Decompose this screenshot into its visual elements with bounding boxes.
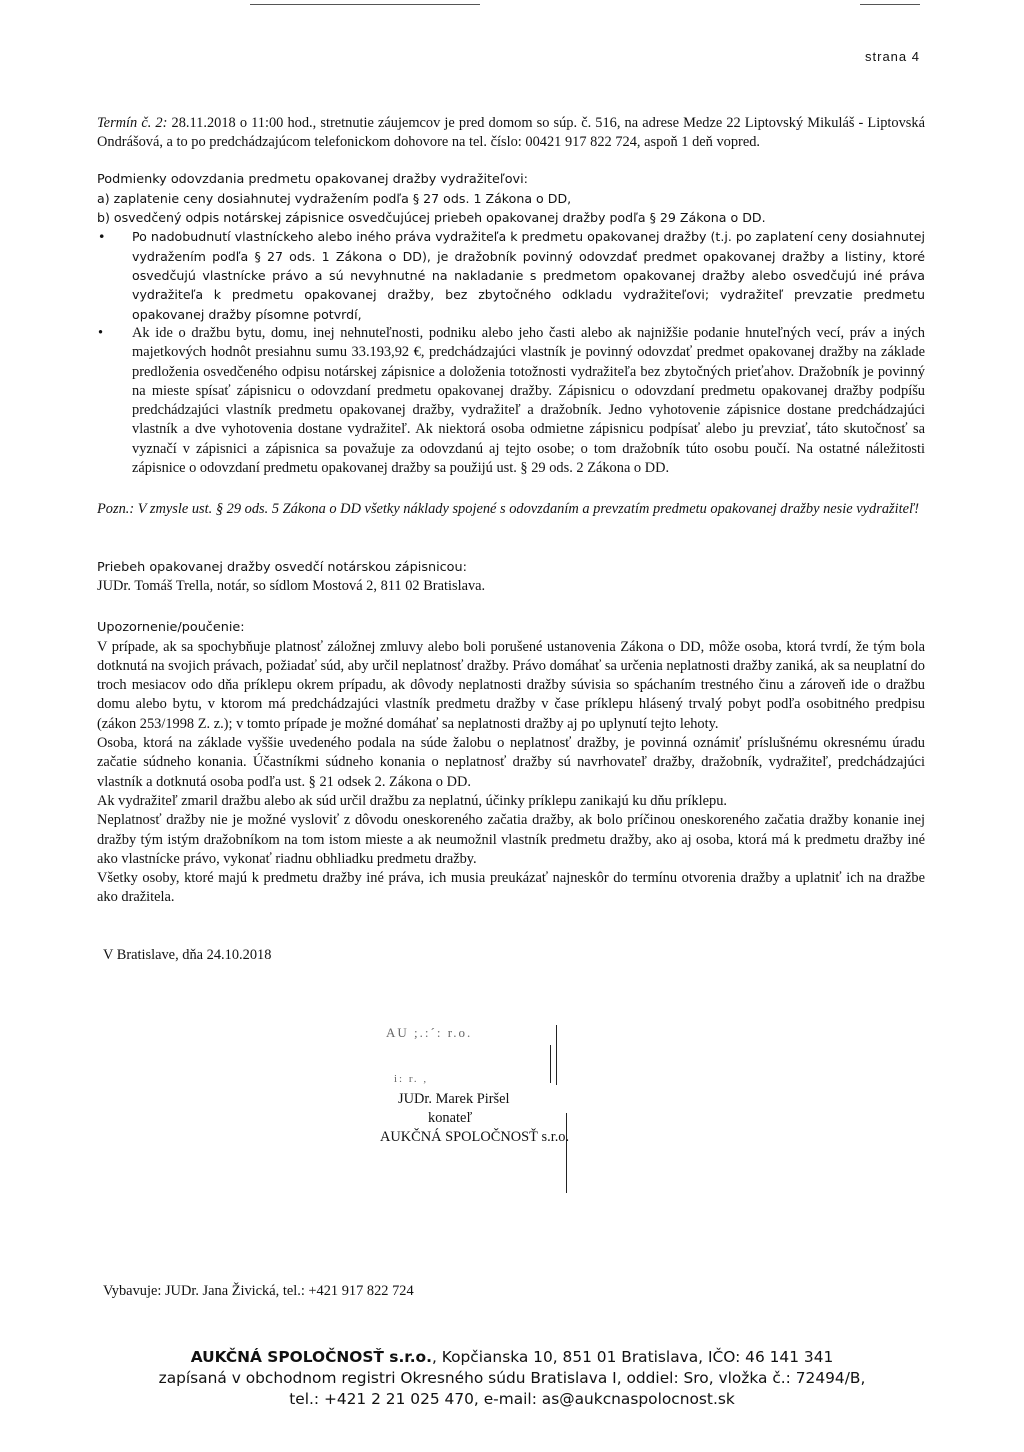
note-text: V zmysle ust. § 29 ods. 5 Zákona o DD všetky náklady spojené s odovzdaním a prevzatím predmetu opakovanej dražby nesie vydražiteľ!: [134, 501, 920, 518]
footer-company: AUKČNÁ SPOLOČNOSŤ s.r.o.: [190, 1348, 432, 1366]
footer-line-1: [97, 1347, 927, 1368]
warning-p4: Neplatnosť dražby nie je možné vysloviť z dôvodu oneskoreného začatia dražby, ak bolo príčinou oneskoreného začatia dražby konanie inej dražby tým istým dražobníkom na tom istom mieste a ak neumožnil vlastník predmetu dražby, ako aj osoba, ktorá má k predmetu dražby iné ako vlastnícke právo, vykonať riadnu obhliadku predmetu dražby.: [97, 812, 925, 867]
footer-line-2: zapísaná v obchodnom registri Okresného súdu Bratislava I, oddiel: Sro, vložka č.: 72494/B,: [158, 1369, 866, 1387]
contact-person: Vybavuje: JUDr. Jana Živická, tel.: +421 917 822 724: [103, 1283, 414, 1299]
term-2-label: Termín č. 2:: [97, 115, 168, 131]
condition-b: b) osvedčený odpis notárskej zápisnice osvedčujúcej priebeh opakovanej dražby podľa § 29 Zákona o DD.: [97, 210, 766, 226]
page-number: strana 4: [865, 49, 920, 64]
note-label: Pozn.:: [97, 501, 135, 518]
signatory-role: konateľ: [428, 1109, 473, 1126]
footer-line-3: tel.: +421 2 21 025 470, e-mail: as@aukcnaspolocnost.sk: [289, 1390, 735, 1408]
bullet-handover: • Po nadobudnutí vlastníckeho alebo iného práva vydražiteľa k predmetu opakovanej dražby (t.j. po zaplatení ceny dosiahnutej vydražením podľa § 27 ods. 1 Zákona o DD), je dražobník povinný odovzdať predmet opakovanej dražby a listiny, ktoré osvedčujú vlastnícke právo a sú nevyhnutné na nakladanie s predmetom opakovanej dražby alebo osvedčujú iné práva vydražiteľa k predmetu opakovanej dražby, bez zbytočného odkladu vydražiteľovi; vydražiteľ prevzatie predmetu opakovanej dražby písomne potvrdí,: [97, 227, 925, 323]
stamp-middle-line: i: r. ,: [394, 1073, 429, 1086]
term-2-paragraph: [97, 114, 925, 153]
warning-p3: Ak vydražiteľ zmaril dražbu alebo ak súd určil dražbu za neplatnú, účinky príklepu zanikajú ku dňu príklepu.: [97, 792, 728, 809]
top-rule-right: [860, 4, 920, 5]
conditions-heading: Podmienky odovzdania predmetu opakovanej dražby vydražiteľovi:: [97, 171, 528, 187]
company-footer: [97, 1347, 927, 1410]
bullet-property: • Ak ide o dražbu bytu, domu, inej nehnuteľnosti, podniku alebo jeho časti alebo ak najnižšie podanie hnuteľných vecí, práv a iných majetkových hodnôt presiahnu sumu 33.193,92 €, predchádzajúci vlastník je povinný odovzdať predmet opakovanej dražby na základe predloženia osvedčeného odpisu notárskej zápisnice a doloženia totožnosti vydražiteľa bez zbytočných prieťahov. Dražobník je povinný na mieste spísať zápisnicu o odovzdaní predmetu opakovanej dražby. Zápisnicu o odovzdaní predmetu opakovanej dražby podpíšu predchádzajúci vlastník predmetu opakovanej dražby, vydražiteľ a dražobník. Jedno vyhotovenie zápisnice dostane predchádzajúci vlastník a dve vyhotovenia dostane vydražiteľ. Ak niektorá osoba odmietne zápisnicu podpísať alebo ju prevziať, táto skutočnosť sa vyznačí v zápisnici a zápisnica sa považuje za odovzdanú aj tejto osobe; o tom dražobník túto osobu poučí. Na ostatné náležitosti zápisnice o odovzdaní predmetu opakovanej dražby sa použijú ust. § 29 ods. 2 Zákona o DD.: [97, 324, 925, 478]
signatory-name: JUDr. Marek Piršel: [398, 1090, 510, 1107]
warning-p2: Osoba, ktorá na základe vyššie uvedeného podala na súde žalobu o neplatnosť dražby, je povinná oznámiť príslušnému okresnému úradu začatie súdneho konania. Účastníkmi súdneho konania o neplatnosť dražby sú navrhovateľ dražby, dražobník, vydražiteľ, predchádzajúci vlastník a dotknutá osoba podľa ust. § 21 odsek 2. Zákona o DD.: [97, 735, 925, 790]
place-date: V Bratislave, dňa 24.10.2018: [103, 946, 272, 963]
notary-heading: Priebeh opakovanej dražby osvedčí notárskou zápisnicou:: [97, 559, 467, 575]
note-paragraph: [97, 500, 925, 519]
warning-heading: Upozornenie/poučenie:: [97, 620, 245, 636]
term-2-text: 28.11.2018 o 11:00 hod., stretnutie záujemcov je pred domom so súp. č. 516, na adrese Medze 22 Liptovský Mikuláš - Liptovská Ondrášová, a to po predchádzajúcom telefonickom dohovore na tel. číslo: 00421 917 822 724, aspoň 1 deň vopred.: [97, 115, 925, 151]
footer-address: , Kopčianska 10, 851 01 Bratislava, IČO: 46 141 341: [431, 1348, 834, 1366]
signatory-company: AUKČNÁ SPOLOČNOSŤ s.r.o.: [380, 1129, 570, 1146]
stamp-top-line: AU ;.:´: r.o.: [386, 1025, 473, 1040]
conditions-bullets: [97, 227, 925, 478]
warning-p1: V prípade, ak sa spochybňuje platnosť záložnej zmluvy alebo boli porušené ustanovenia Zákona o DD, môže osoba, ktorá tvrdí, že tým bola dotknutá na svojich právach, požiadať súd, aby určil neplatnosť dražby. Právo domáhať sa určenia neplatnosti dražby zaniká, ak sa neuplatní do troch mesiacov odo dňa príklepu okrem prípadu, ak dôvody neplatnosti dražby súvisia so spáchaním trestného činu a zároveň ide o dražbu domu alebo bytu, v ktorom má predchádzajúci vlastník predmetu dražby v čase príklepu hlásený trvalý pobyt podľa osobitného predpisu (zákon 253/1998 Z. z.); v tomto prípade je možné domáhať sa neplatnosti dražby aj po uplynutí tejto lehoty.: [97, 638, 925, 732]
notary-text: JUDr. Tomáš Trella, notár, so sídlom Mostová 2, 811 02 Bratislava.: [97, 577, 486, 594]
signature-block: [380, 1023, 640, 1147]
top-rule-left: [250, 4, 480, 5]
main-content: [97, 114, 925, 965]
warning-p5: Všetky osoby, ktoré majú k predmetu dražby iné práva, ich musia preukázať najneskôr do termínu otvorenia dražby a uplatniť ich na dražbe ako dražitela.: [97, 870, 925, 906]
condition-a: a) zaplatenie ceny dosiahnutej vydražením podľa § 27 ods. 1 Zákona o DD,: [97, 190, 572, 206]
